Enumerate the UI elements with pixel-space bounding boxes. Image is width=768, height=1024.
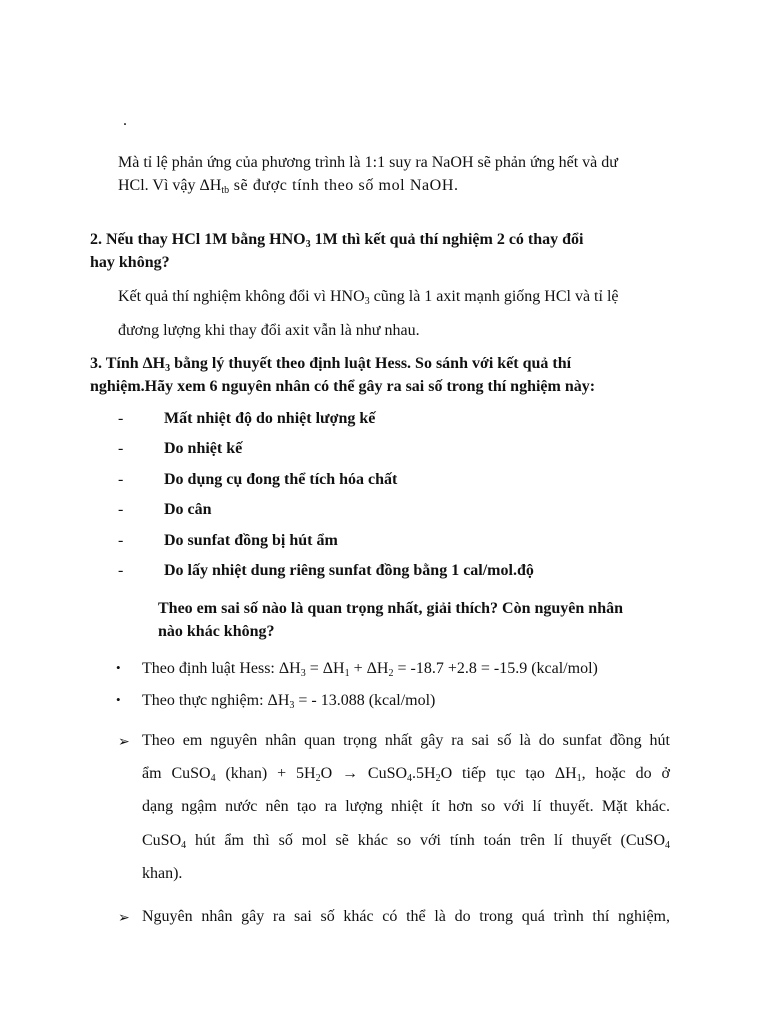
- document-page: . Mà tỉ lệ phản ứng của phương trình là 1:1 suy ra NaOH sẽ phản ứng hết và dư HCl. Vì vậy $\Delta H_{tb}$ sẽ được tính theo số mol NaOH. 2. Nếu thay HCl 1M bằng $HNO_3$ 1M thì kết quả thí nghiệm 2 có thay đổi hay không? Kết quả thí nghiệm không đổi vì $HNO_3$ cũng là 1 axit mạnh giống HCl và tỉ lệ đương lượng khi thay đổi axit vẫn là như nhau. 3. Tính $\Delta H_3$ bằng lý thuyết theo định luật Hess. So sánh với kết quả thí nghiệm.Hãy xem 6 nguyên nhân có thể gây ra sai số trong thí nghiệm này: - Mất nhiệt độ do nhiệt lượng kế - Do nhiệt kế - Do dụng cụ đong thể tích hóa chất - Do cân - Do sunfat đồng bị hút ẩm - Do lấy nhiệt dung riêng sunfat đồng bằng 1 cal/mol.độ Theo em sai số nào là quan trọng nhất, giải thích? Còn nguyên nhân nào khác không? • Theo định luật Hess: $\Delta H_3 = \Delta H_1 + \Delta H_2 = -18.7 +2.8 = -15.9$ (kcal/mol) • Theo thực nghiệm: $\Delta H_3$ = - 13.088 (kcal/mol) ➢ Theo em nguyên nhân quan trọng nhất gây ra sai số là do sunfat đồng hút ẩm CuSO$_4$ (khan) + $5H_2O$ → $CuSO_4.5H_2O$ tiếp tục tạo $\Delta H_1$, hoặc do ở dạng ngậm nước nên tạo ra lượng nhiệt ít hơn so với lí thuyết. Mặt khác. CuSO$_4$ hút ẩm thì số mol sẽ khác so với tính toán trên lí thuyết (CuSO$_4$ khan). ➢ Nguyên nhân gây ra sai số khác có thể là do trong quá trình thí nghiệm,: [90, 112, 670, 926]
- bullet-icon: •: [116, 660, 121, 675]
- answer-2-line-1: Kết quả thí nghiệm không đổi vì $HNO_3$ cũng là 1 axit mạnh giống HCl và tỉ lệ: [118, 288, 619, 307]
- question-2-line-1: 2. Nếu thay HCl 1M bằng $HNO_3$ 1M thì kết quả thí nghiệm 2 có thay đổi: [90, 231, 584, 250]
- hess-calculation: Theo định luật Hess: $\Delta H_3 = \Delta H_1 + \Delta H_2 = -18.7 +2.8 = -15.9$ (kcal/mol): [142, 660, 598, 679]
- question-3-sub-line-1: Theo em sai số nào là quan trọng nhất, giải thích? Còn nguyên nhân: [158, 600, 623, 617]
- experimental-result: Theo thực nghiệm: $\Delta H_3$ = - 13.088 (kcal/mol): [142, 692, 436, 711]
- explanation-line-3: dạng ngậm nước nên tạo ra lượng nhiệt ít hơn so với lí thuyết. Mặt khác.: [142, 798, 670, 815]
- intro-line-1: Mà tỉ lệ phản ứng của phương trình là 1:1 suy ra NaOH sẽ phản ứng hết và dư: [118, 154, 618, 171]
- bullet-icon: •: [116, 692, 121, 707]
- explanation-line-1: Theo em nguyên nhân quan trọng nhất gây ra sai số là do sunfat đồng hút: [142, 732, 670, 749]
- explanation-line-2: ẩm CuSO$_4$ (khan) + $5H_2O$ → $CuSO_4.5H_2O$ tiếp tục tạo $\Delta H_1$, hoặc do ở: [142, 765, 670, 784]
- question-2-line-2: hay không?: [90, 254, 170, 271]
- question-3-line-2: nghiệm.Hãy xem 6 nguyên nhân có thể gây ra sai số trong thí nghiệm này:: [90, 378, 596, 395]
- arrow-bullet-icon: ➢: [118, 735, 130, 750]
- question-3-line-1: 3. Tính $\Delta H_3$ bằng lý thuyết theo định luật Hess. So sánh với kết quả thí: [90, 355, 572, 374]
- question-3-sub-line-2: nào khác không?: [158, 623, 275, 640]
- arrow-bullet-icon: ➢: [118, 911, 130, 926]
- stray-dot: .: [123, 112, 127, 129]
- explanation-line-5: khan).: [142, 865, 183, 882]
- other-causes-line-1: Nguyên nhân gây ra sai số khác có thể là do trong quá trình thí nghiệm,: [142, 908, 670, 925]
- intro-line-2: HCl. Vì vậy $\Delta H_{tb}$ sẽ được tính theo số mol NaOH.: [118, 177, 459, 196]
- answer-2-line-2: đương lượng khi thay đổi axit vẫn là như nhau.: [118, 322, 420, 339]
- explanation-line-4: CuSO$_4$ hút ẩm thì số mol sẽ khác so với tính toán trên lí thuyết (CuSO$_4$: [142, 832, 670, 851]
